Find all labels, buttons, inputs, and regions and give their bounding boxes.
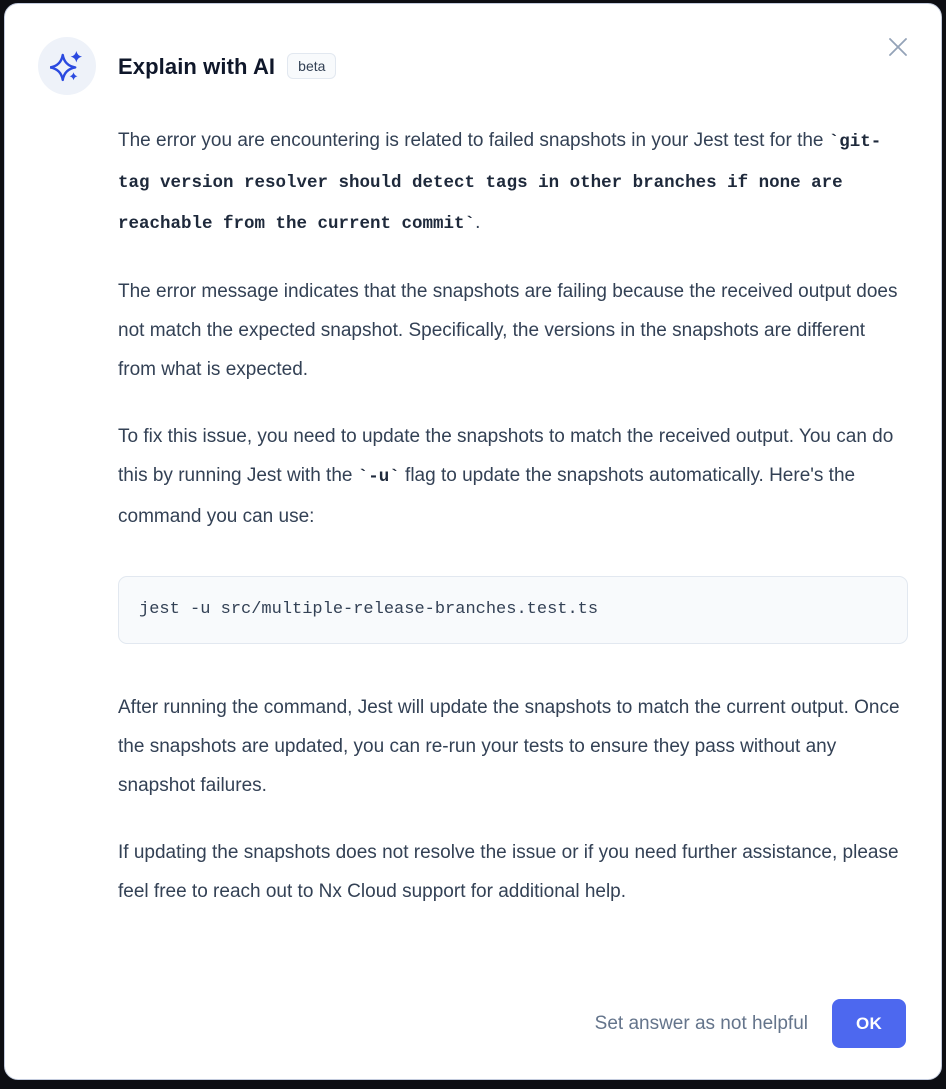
inline-code: `-u`: [357, 467, 400, 487]
set-not-helpful-button[interactable]: Set answer as not helpful: [594, 1012, 808, 1034]
beta-badge: beta: [287, 53, 336, 79]
paragraph-text: After running the command, Jest will update the snapshots to match the current output. Once the snapshots are updated, you can re-run your tests to ensure they pass without any snapshot failures.: [118, 697, 900, 796]
paragraph-text: If updating the snapshots does not resolve the issue or if you need further assistance, please feel free to reach out to Nx Cloud support for additional help.: [118, 842, 899, 902]
dialog-header: [5, 4, 941, 95]
paragraph: [118, 417, 906, 536]
close-icon: [885, 34, 911, 60]
paragraph-text: To fix this issue, you need to update the snapshots to match the received output. You can do this by running Jest with the: [118, 426, 894, 486]
paragraph-text: flag to update the snapshots automatically. Here's the command you can use:: [118, 465, 856, 527]
paragraph: [118, 121, 906, 244]
ai-sparkles-icon: [38, 37, 96, 95]
inline-code: `git-tag version resolver should detect tags in other branches if none are reachable from the current commit`: [118, 132, 882, 234]
paragraph-text: The error message indicates that the snapshots are failing because the received output does not match the expected snapshot. Specifically, the versions in the snapshots are different from what is expected.: [118, 281, 898, 380]
paragraph: [118, 833, 906, 911]
ok-button[interactable]: OK: [832, 999, 906, 1048]
paragraph-text: The error you are encountering is related to failed snapshots in your Jest test for the: [118, 130, 829, 151]
explain-with-ai-dialog: [4, 3, 942, 1080]
page-title: Explain with AI: [118, 53, 276, 79]
close-button[interactable]: [883, 32, 913, 62]
code-block: [118, 576, 908, 644]
paragraph: [118, 688, 906, 805]
dialog-footer: [5, 999, 941, 1079]
code-block-text: jest -u src/multiple-release-branches.test.ts: [139, 600, 599, 619]
dialog-title-group: [118, 53, 336, 80]
paragraph: [118, 272, 906, 389]
paragraph-text: .: [475, 212, 481, 233]
dialog-content: [5, 95, 941, 999]
